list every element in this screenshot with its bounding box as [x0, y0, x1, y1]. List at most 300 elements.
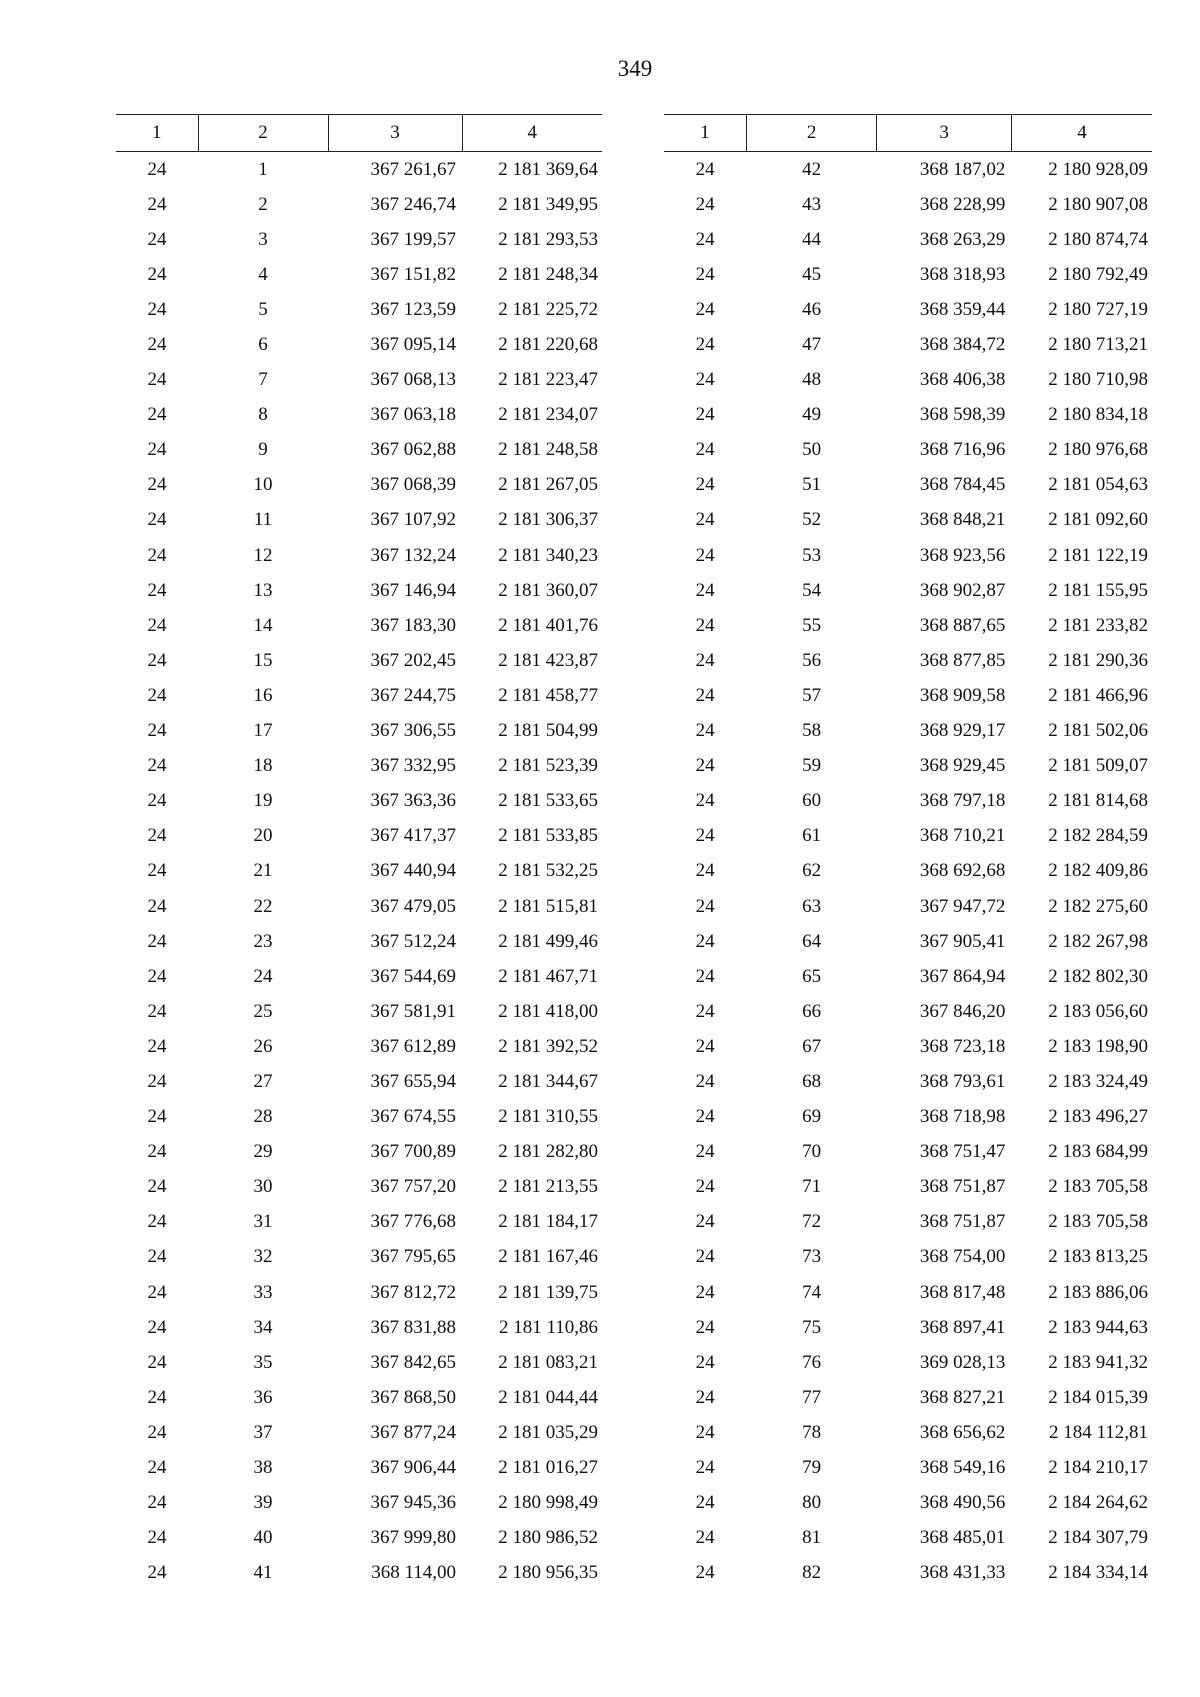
table-row [664, 1450, 1152, 1485]
coordinate-y-cell: 2 181 234,07 [498, 404, 598, 426]
region-code-cell: 24 [147, 404, 167, 426]
table-row [116, 1205, 602, 1240]
coordinate-x-cell: 368 848,21 [919, 509, 1006, 531]
table-row [664, 468, 1152, 503]
region-code-cell: 24 [147, 930, 167, 952]
table-row [116, 924, 602, 959]
region-code-cell: 24 [695, 1211, 715, 1233]
region-code-cell: 24 [147, 720, 167, 742]
coordinate-y-cell: 2 181 466,96 [1048, 684, 1148, 706]
coordinate-x-cell: 368 793,61 [919, 1070, 1006, 1092]
table-row [664, 363, 1152, 398]
coordinate-x-cell: 367 846,20 [919, 1000, 1006, 1022]
region-code-cell: 24 [147, 1562, 167, 1584]
point-number-cell: 41 [253, 1562, 273, 1584]
coordinate-x-cell: 367 068,39 [370, 474, 456, 496]
coordinate-x-cell: 367 199,57 [370, 228, 456, 250]
coordinate-x-cell: 368 318,93 [919, 263, 1006, 285]
table-row [116, 1450, 602, 1485]
coordinates-table-right [664, 114, 1152, 1591]
coordinate-y-cell: 2 181 035,29 [498, 1421, 598, 1443]
region-code-cell: 24 [147, 755, 167, 777]
coordinate-x-cell: 368 656,62 [919, 1421, 1006, 1443]
region-code-cell: 24 [695, 509, 715, 531]
region-code-cell: 24 [147, 1351, 167, 1373]
table-row [664, 1240, 1152, 1275]
table-row [116, 152, 602, 188]
coordinate-y-cell: 2 181 344,67 [498, 1070, 598, 1092]
coordinate-y-cell: 2 180 834,18 [1048, 404, 1148, 426]
coordinate-x-cell: 367 674,55 [370, 1106, 456, 1128]
point-number-cell: 12 [253, 544, 273, 566]
table-row [664, 573, 1152, 608]
coordinate-y-cell: 2 183 705,58 [1048, 1176, 1148, 1198]
point-number-cell: 25 [253, 1000, 273, 1022]
coordinate-y-cell: 2 181 504,99 [498, 720, 598, 742]
coordinate-x-cell: 368 887,65 [919, 614, 1006, 636]
table-row [664, 1064, 1152, 1099]
point-number-cell: 20 [253, 825, 273, 847]
coordinate-x-cell: 368 716,96 [919, 439, 1006, 461]
coordinate-y-cell: 2 180 976,68 [1048, 439, 1148, 461]
region-code-cell: 24 [147, 649, 167, 671]
region-code-cell: 24 [147, 895, 167, 917]
coordinate-x-cell: 368 877,85 [919, 649, 1006, 671]
coordinate-x-cell: 367 868,50 [370, 1386, 456, 1408]
point-number-cell: 29 [253, 1141, 273, 1163]
coordinate-y-cell: 2 181 340,23 [498, 544, 598, 566]
table-row [116, 222, 602, 257]
coordinate-y-cell: 2 183 496,27 [1048, 1106, 1148, 1128]
table-row [116, 398, 602, 433]
region-code-cell: 24 [695, 649, 715, 671]
coordinate-x-cell: 368 187,02 [919, 158, 1006, 180]
point-number-cell: 65 [802, 965, 822, 987]
table-row [664, 1521, 1152, 1556]
coordinate-x-cell: 368 384,72 [919, 334, 1006, 356]
point-number-cell: 72 [802, 1211, 822, 1233]
region-code-cell: 24 [695, 193, 715, 215]
table-row [116, 1310, 602, 1345]
coordinate-y-cell: 2 180 907,08 [1048, 193, 1148, 215]
table-row [664, 398, 1152, 433]
coordinate-y-cell: 2 180 998,49 [498, 1492, 598, 1514]
table-row [664, 538, 1152, 573]
table-row [116, 1380, 602, 1415]
coordinate-x-cell: 368 929,17 [919, 720, 1006, 742]
table-row [664, 152, 1152, 188]
point-number-cell: 46 [802, 298, 822, 320]
point-number-cell: 30 [253, 1176, 273, 1198]
point-number-cell: 37 [253, 1421, 273, 1443]
table-row [116, 819, 602, 854]
coordinate-x-cell: 367 151,82 [370, 263, 456, 285]
point-number-cell: 62 [802, 860, 822, 882]
region-code-cell: 24 [695, 1351, 715, 1373]
point-number-cell: 9 [258, 439, 268, 461]
coordinate-y-cell: 2 181 458,77 [498, 684, 598, 706]
coordinate-y-cell: 2 180 727,19 [1048, 298, 1148, 320]
coordinate-x-cell: 367 612,89 [370, 1035, 456, 1057]
point-number-cell: 8 [258, 404, 268, 426]
coordinate-x-cell: 368 902,87 [919, 579, 1006, 601]
coordinate-x-cell: 367 947,72 [919, 895, 1006, 917]
table-body-left [116, 152, 602, 1591]
region-code-cell: 24 [695, 1421, 715, 1443]
coordinate-x-cell: 368 723,18 [919, 1035, 1006, 1057]
region-code-cell: 24 [147, 1176, 167, 1198]
point-number-cell: 21 [253, 860, 273, 882]
region-code-cell: 24 [695, 895, 715, 917]
region-code-cell: 24 [147, 298, 167, 320]
point-number-cell: 53 [802, 544, 822, 566]
coordinate-y-cell: 2 183 941,32 [1048, 1351, 1148, 1373]
table-row [664, 678, 1152, 713]
coordinate-x-cell: 367 776,68 [370, 1211, 456, 1233]
coordinate-y-cell: 2 182 802,30 [1048, 965, 1148, 987]
table-row [116, 959, 602, 994]
point-number-cell: 7 [258, 369, 268, 391]
coordinate-x-cell: 367 095,14 [370, 334, 456, 356]
region-code-cell: 24 [147, 1106, 167, 1128]
table-row [664, 714, 1152, 749]
region-code-cell: 24 [695, 1316, 715, 1338]
region-code-cell: 24 [147, 790, 167, 812]
coordinates-table-left [116, 114, 602, 1591]
coordinate-y-cell: 2 181 509,07 [1048, 755, 1148, 777]
table-row [664, 187, 1152, 222]
table-row [116, 187, 602, 222]
point-number-cell: 67 [802, 1035, 822, 1057]
region-code-cell: 24 [147, 544, 167, 566]
column-header-1: 1 [116, 115, 198, 152]
point-number-cell: 48 [802, 369, 822, 391]
coordinate-x-cell: 368 598,39 [919, 404, 1006, 426]
coordinate-y-cell: 2 184 112,81 [1048, 1421, 1148, 1443]
point-number-cell: 3 [258, 228, 268, 250]
coordinate-x-cell: 367 842,65 [370, 1351, 456, 1373]
column-header-3: 3 [877, 115, 1012, 152]
coordinate-x-cell: 368 754,00 [919, 1246, 1006, 1268]
coordinate-x-cell: 367 417,37 [370, 825, 456, 847]
header-row [116, 115, 602, 152]
point-number-cell: 77 [802, 1386, 822, 1408]
coordinate-y-cell: 2 181 532,25 [498, 860, 598, 882]
coordinate-x-cell: 367 183,30 [370, 614, 456, 636]
point-number-cell: 75 [802, 1316, 822, 1338]
coordinate-y-cell: 2 183 198,90 [1048, 1035, 1148, 1057]
point-number-cell: 54 [802, 579, 822, 601]
coordinate-x-cell: 367 999,80 [370, 1527, 456, 1549]
coordinate-x-cell: 367 261,67 [370, 158, 456, 180]
point-number-cell: 49 [802, 404, 822, 426]
point-number-cell: 76 [802, 1351, 822, 1373]
region-code-cell: 24 [695, 228, 715, 250]
region-code-cell: 24 [147, 1457, 167, 1479]
point-number-cell: 16 [253, 684, 273, 706]
region-code-cell: 24 [695, 474, 715, 496]
coordinate-x-cell: 368 751,47 [919, 1141, 1006, 1163]
region-code-cell: 24 [695, 369, 715, 391]
coordinate-x-cell: 367 700,89 [370, 1141, 456, 1163]
point-number-cell: 40 [253, 1527, 273, 1549]
coordinate-y-cell: 2 181 499,46 [498, 930, 598, 952]
header-row [664, 115, 1152, 152]
table-row [664, 327, 1152, 362]
coordinate-x-cell: 367 306,55 [370, 720, 456, 742]
point-number-cell: 6 [258, 334, 268, 356]
table-row [116, 1064, 602, 1099]
coordinate-y-cell: 2 181 349,95 [498, 193, 598, 215]
coordinate-y-cell: 2 181 122,19 [1048, 544, 1148, 566]
point-number-cell: 14 [253, 614, 273, 636]
point-number-cell: 34 [253, 1316, 273, 1338]
table-row [664, 1275, 1152, 1310]
table-row [116, 363, 602, 398]
coordinate-y-cell: 2 184 307,79 [1048, 1527, 1148, 1549]
point-number-cell: 4 [258, 263, 268, 285]
point-number-cell: 44 [802, 228, 822, 250]
coordinate-x-cell: 368 909,58 [919, 684, 1006, 706]
coordinate-y-cell: 2 181 515,81 [498, 895, 598, 917]
point-number-cell: 18 [253, 755, 273, 777]
table-row [664, 959, 1152, 994]
table-row [664, 1556, 1152, 1591]
point-number-cell: 42 [802, 158, 822, 180]
region-code-cell: 24 [147, 825, 167, 847]
table-row [664, 1345, 1152, 1380]
table-row [116, 1240, 602, 1275]
table-row [116, 1135, 602, 1170]
coordinate-y-cell: 2 181 369,64 [498, 158, 598, 180]
point-number-cell: 35 [253, 1351, 273, 1373]
coordinate-y-cell: 2 181 213,55 [498, 1176, 598, 1198]
coordinate-x-cell: 367 581,91 [370, 1000, 456, 1022]
region-code-cell: 24 [147, 579, 167, 601]
point-number-cell: 47 [802, 334, 822, 356]
table-row [664, 854, 1152, 889]
region-code-cell: 24 [147, 1492, 167, 1514]
column-header-1: 1 [664, 115, 746, 152]
region-code-cell: 24 [695, 579, 715, 601]
coordinate-y-cell: 2 184 210,17 [1048, 1457, 1148, 1479]
table-row [664, 643, 1152, 678]
region-code-cell: 24 [695, 1106, 715, 1128]
table-row [116, 1345, 602, 1380]
point-number-cell: 23 [253, 930, 273, 952]
table-row [116, 678, 602, 713]
point-number-cell: 33 [253, 1281, 273, 1303]
point-number-cell: 39 [253, 1492, 273, 1514]
region-code-cell: 24 [695, 1246, 715, 1268]
coordinate-y-cell: 2 183 813,25 [1048, 1246, 1148, 1268]
table-row [116, 1275, 602, 1310]
table-row [116, 643, 602, 678]
point-number-cell: 19 [253, 790, 273, 812]
coordinate-y-cell: 2 181 155,95 [1048, 579, 1148, 601]
coordinate-y-cell: 2 181 110,86 [498, 1316, 598, 1338]
coordinate-x-cell: 368 718,98 [919, 1106, 1006, 1128]
coordinate-x-cell: 367 062,88 [370, 439, 456, 461]
coordinate-y-cell: 2 180 792,49 [1048, 263, 1148, 285]
table-row [664, 222, 1152, 257]
coordinate-y-cell: 2 181 418,00 [498, 1000, 598, 1022]
coordinate-x-cell: 368 751,87 [919, 1176, 1006, 1198]
table-row [664, 1310, 1152, 1345]
table-row [664, 1135, 1152, 1170]
point-number-cell: 63 [802, 895, 822, 917]
point-number-cell: 56 [802, 649, 822, 671]
coordinate-y-cell: 2 184 334,14 [1048, 1562, 1148, 1584]
coordinate-x-cell: 368 797,18 [919, 790, 1006, 812]
point-number-cell: 2 [258, 193, 268, 215]
region-code-cell: 24 [695, 790, 715, 812]
region-code-cell: 24 [695, 720, 715, 742]
point-number-cell: 32 [253, 1246, 273, 1268]
table-row [116, 468, 602, 503]
region-code-cell: 24 [695, 1035, 715, 1057]
region-code-cell: 24 [147, 1035, 167, 1057]
coordinate-y-cell: 2 181 139,75 [498, 1281, 598, 1303]
table-row [116, 538, 602, 573]
coordinate-x-cell: 368 490,56 [919, 1492, 1006, 1514]
table-row [116, 1170, 602, 1205]
region-code-cell: 24 [695, 1492, 715, 1514]
table-row [664, 1029, 1152, 1064]
region-code-cell: 24 [147, 474, 167, 496]
coordinate-y-cell: 2 180 874,74 [1048, 228, 1148, 250]
region-code-cell: 24 [695, 1527, 715, 1549]
coordinate-x-cell: 368 263,29 [919, 228, 1006, 250]
region-code-cell: 24 [147, 1070, 167, 1092]
coordinate-y-cell: 2 181 220,68 [498, 334, 598, 356]
coordinate-y-cell: 2 181 223,47 [498, 369, 598, 391]
coordinate-x-cell: 368 431,33 [919, 1562, 1006, 1584]
column-header-4: 4 [1011, 115, 1152, 152]
table-row [664, 433, 1152, 468]
coordinate-y-cell: 2 180 713,21 [1048, 334, 1148, 356]
point-number-cell: 36 [253, 1386, 273, 1408]
region-code-cell: 24 [695, 965, 715, 987]
coordinate-x-cell: 367 864,94 [919, 965, 1006, 987]
coordinate-y-cell: 2 184 264,62 [1048, 1492, 1148, 1514]
coordinate-y-cell: 2 182 409,86 [1048, 860, 1148, 882]
point-number-cell: 38 [253, 1457, 273, 1479]
point-number-cell: 22 [253, 895, 273, 917]
coordinate-y-cell: 2 181 248,58 [498, 439, 598, 461]
table-row [116, 889, 602, 924]
point-number-cell: 73 [802, 1246, 822, 1268]
region-code-cell: 24 [147, 965, 167, 987]
region-code-cell: 24 [147, 1281, 167, 1303]
column-header-3: 3 [328, 115, 462, 152]
coordinate-y-cell: 2 180 956,35 [498, 1562, 598, 1584]
region-code-cell: 24 [695, 298, 715, 320]
region-code-cell: 24 [147, 228, 167, 250]
coordinate-y-cell: 2 183 944,63 [1048, 1316, 1148, 1338]
table-row [664, 1415, 1152, 1450]
table-row [664, 994, 1152, 1029]
region-code-cell: 24 [695, 439, 715, 461]
point-number-cell: 31 [253, 1211, 273, 1233]
point-number-cell: 60 [802, 790, 822, 812]
coordinate-y-cell: 2 181 092,60 [1048, 509, 1148, 531]
coordinate-x-cell: 367 363,36 [370, 790, 456, 812]
coordinate-x-cell: 368 228,99 [919, 193, 1006, 215]
point-number-cell: 69 [802, 1106, 822, 1128]
region-code-cell: 24 [147, 263, 167, 285]
coordinate-x-cell: 368 406,38 [919, 369, 1006, 391]
coordinate-y-cell: 2 182 267,98 [1048, 930, 1148, 952]
point-number-cell: 45 [802, 263, 822, 285]
table-row [116, 503, 602, 538]
region-code-cell: 24 [695, 404, 715, 426]
coordinate-y-cell: 2 181 282,80 [498, 1141, 598, 1163]
coordinate-y-cell: 2 181 533,65 [498, 790, 598, 812]
coordinate-y-cell: 2 181 423,87 [498, 649, 598, 671]
coordinate-x-cell: 367 479,05 [370, 895, 456, 917]
table-row [116, 327, 602, 362]
coordinate-x-cell: 367 063,18 [370, 404, 456, 426]
region-code-cell: 24 [147, 158, 167, 180]
table-row [116, 1521, 602, 1556]
region-code-cell: 24 [147, 684, 167, 706]
region-code-cell: 24 [695, 1386, 715, 1408]
region-code-cell: 24 [147, 439, 167, 461]
point-number-cell: 74 [802, 1281, 822, 1303]
region-code-cell: 24 [147, 193, 167, 215]
coordinate-y-cell: 2 181 267,05 [498, 474, 598, 496]
coordinate-x-cell: 367 068,13 [370, 369, 456, 391]
point-number-cell: 81 [802, 1527, 822, 1549]
table-row [664, 608, 1152, 643]
point-number-cell: 11 [253, 509, 273, 531]
coordinate-x-cell: 367 107,92 [370, 509, 456, 531]
point-number-cell: 27 [253, 1070, 273, 1092]
region-code-cell: 24 [695, 158, 715, 180]
table-row [116, 1556, 602, 1591]
region-code-cell: 24 [695, 1141, 715, 1163]
region-code-cell: 24 [695, 1457, 715, 1479]
table-row [664, 889, 1152, 924]
coordinate-x-cell: 367 544,69 [370, 965, 456, 987]
coordinate-x-cell: 367 655,94 [370, 1070, 456, 1092]
coordinate-y-cell: 2 181 233,82 [1048, 614, 1148, 636]
point-number-cell: 79 [802, 1457, 822, 1479]
table-row [664, 1486, 1152, 1521]
point-number-cell: 52 [802, 509, 822, 531]
coordinate-y-cell: 2 181 310,55 [498, 1106, 598, 1128]
region-code-cell: 24 [147, 1211, 167, 1233]
point-number-cell: 55 [802, 614, 822, 636]
point-number-cell: 71 [802, 1176, 822, 1198]
coordinate-x-cell: 367 831,88 [370, 1316, 456, 1338]
point-number-cell: 51 [802, 474, 822, 496]
coordinate-x-cell: 368 827,21 [919, 1386, 1006, 1408]
region-code-cell: 24 [147, 1316, 167, 1338]
coordinate-y-cell: 2 181 814,68 [1048, 790, 1148, 812]
coordinate-y-cell: 2 181 016,27 [498, 1457, 598, 1479]
table-row [116, 608, 602, 643]
coordinate-y-cell: 2 181 167,46 [498, 1246, 598, 1268]
point-number-cell: 43 [802, 193, 822, 215]
table-row [116, 573, 602, 608]
coordinate-x-cell: 367 877,24 [370, 1421, 456, 1443]
table-row [664, 1205, 1152, 1240]
point-number-cell: 15 [253, 649, 273, 671]
coordinate-y-cell: 2 181 083,21 [498, 1351, 598, 1373]
point-number-cell: 66 [802, 1000, 822, 1022]
